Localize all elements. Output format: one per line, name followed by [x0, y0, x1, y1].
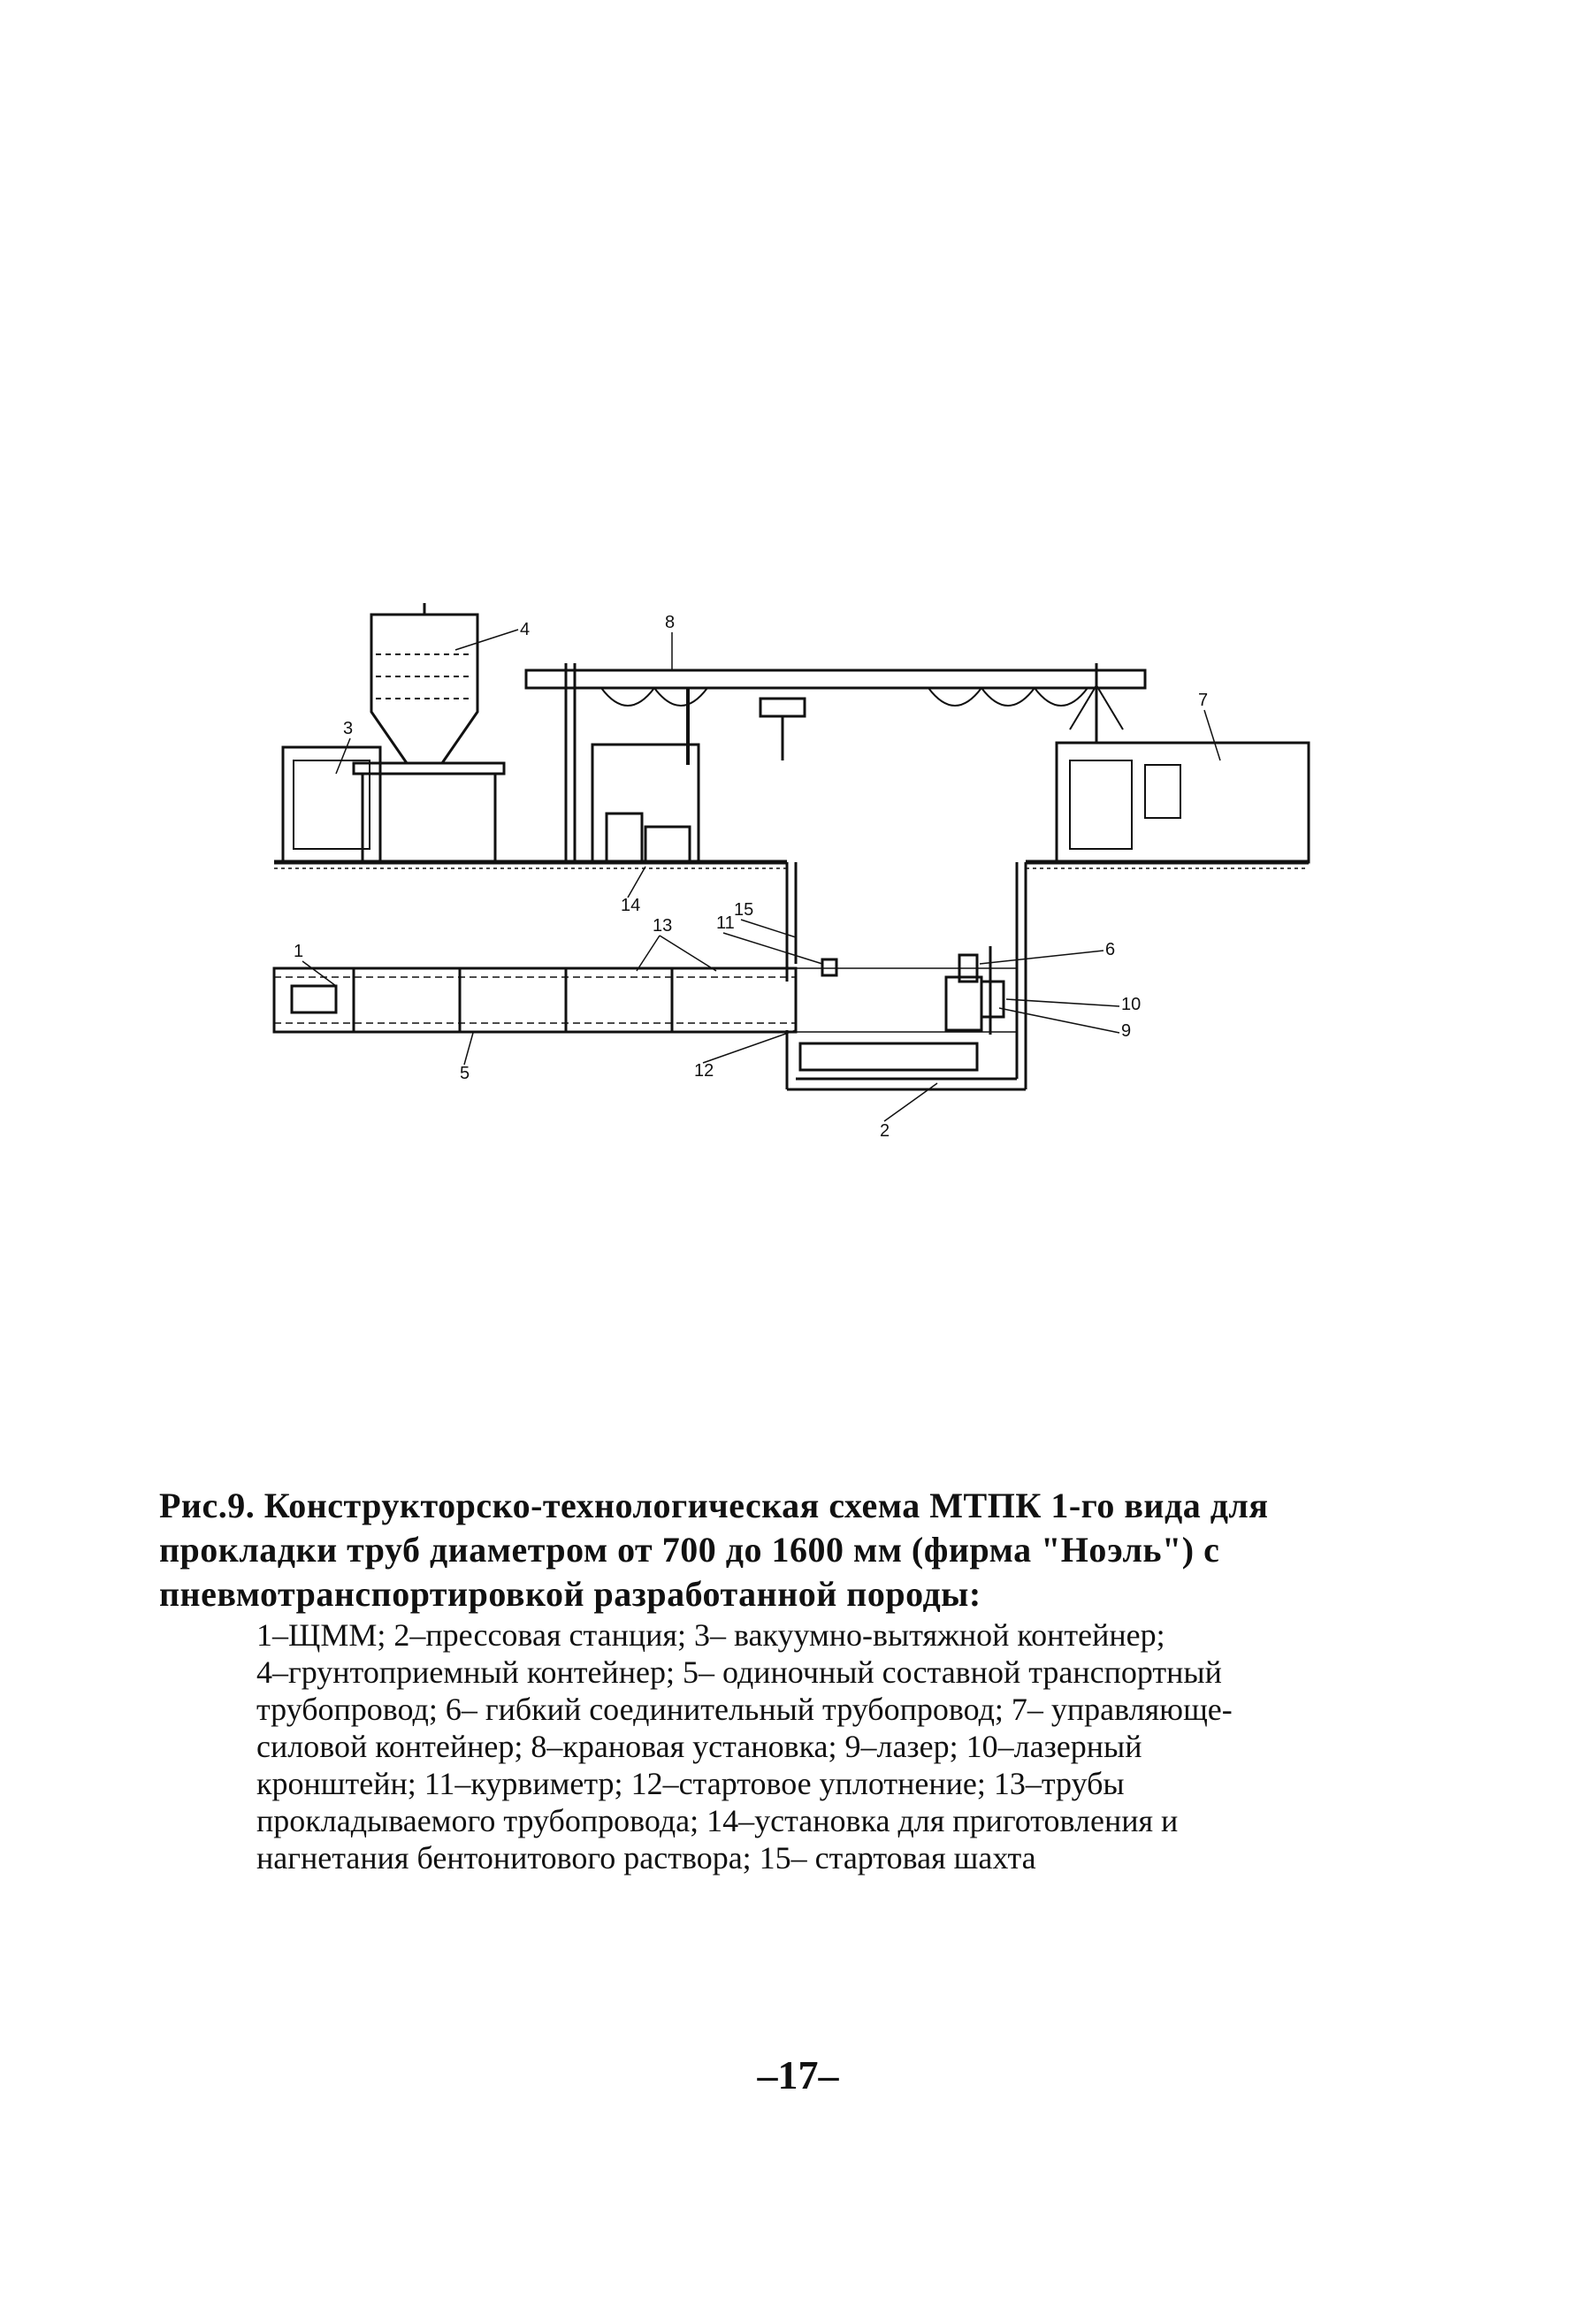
- label-3: 3: [343, 719, 354, 738]
- bentonite-unit: [592, 745, 699, 862]
- label-1: 1: [294, 942, 304, 961]
- page-number: –17–: [757, 2052, 839, 2097]
- label-14: 14: [621, 896, 641, 915]
- label-7: 7: [1198, 691, 1209, 710]
- scheme-drawing: [256, 548, 1397, 1185]
- technical-scheme-figure: [256, 548, 1397, 1185]
- caption-title-line: прокладки труб диаметром от 700 до 1600 мм (фирма "Ноэль") с: [159, 1530, 1220, 1570]
- legend-line: силовой контейнер; 8–крановая установка; 9–лазер; 10–лазерный: [256, 1729, 1142, 1764]
- label-8: 8: [665, 613, 676, 632]
- label-12: 12: [694, 1061, 714, 1081]
- legend-line: прокладываемого трубопровода; 14–установка для приготовления и: [256, 1803, 1179, 1838]
- figure-legend: [256, 1616, 1397, 1876]
- legend-line: нагнетания бентонитового раствора; 15– стартовая шахта: [256, 1840, 1036, 1876]
- shaft-equipment: [822, 946, 1004, 1035]
- pipeline: [274, 968, 1017, 1070]
- label-15: 15: [734, 900, 754, 920]
- label-11: 11: [716, 913, 735, 933]
- label-2: 2: [880, 1121, 890, 1141]
- control-container: [1057, 685, 1309, 862]
- label-4: 4: [520, 620, 531, 639]
- label-10: 10: [1121, 995, 1142, 1014]
- legend-line: трубопровод; 6– гибкий соединительный трубопровод; 7– управляюще-: [256, 1692, 1233, 1727]
- legend-line: кронштейн; 11–курвиметр; 12–стартовое уплотнение; 13–трубы: [256, 1766, 1125, 1801]
- crane: [526, 663, 1145, 862]
- figure-caption-title: [159, 1484, 1397, 1616]
- caption-title-line: Рис.9. Конструкторско-технологическая схема МТПК 1-го вида для: [159, 1486, 1269, 1525]
- legend-line: 4–грунтоприемный контейнер; 5– одиночный составной транспортный: [256, 1654, 1222, 1690]
- label-6: 6: [1105, 940, 1116, 959]
- label-5: 5: [460, 1064, 470, 1083]
- label-13: 13: [653, 916, 673, 936]
- caption-title-line: пневмотранспортировкой разработанной породы:: [159, 1574, 981, 1614]
- label-9: 9: [1121, 1021, 1132, 1041]
- legend-line: 1–ЩММ; 2–прессовая станция; 3– вакуумно-вытяжной контейнер;: [256, 1617, 1165, 1653]
